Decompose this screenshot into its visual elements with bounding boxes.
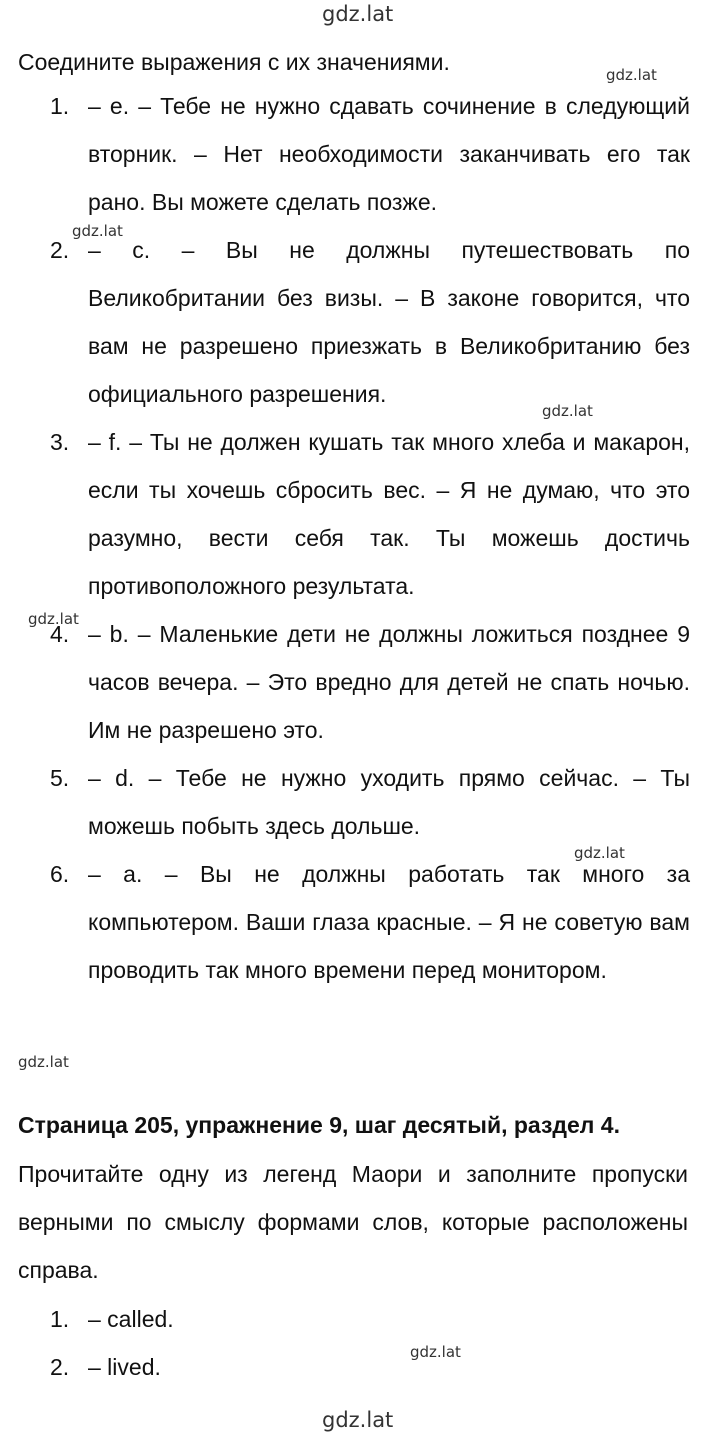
list-item <box>50 1343 174 1391</box>
watermark: gdz.lat <box>606 66 657 84</box>
item-text: – lived. <box>88 1354 161 1380</box>
item-text: – called. <box>88 1306 174 1332</box>
section-heading: Страница 205, упражнение 9, шаг десятый, раздел 4. <box>18 1112 620 1138</box>
watermark: gdz.lat <box>574 844 625 862</box>
watermark: gdz.lat <box>28 610 79 628</box>
item-text: – b. – Маленькие дети не должны ложиться позднее 9 часов вечера. – Это вредно для детей не спать ночью. Им не разрешено это. <box>88 621 690 743</box>
item-text: – d. – Тебе не нужно уходить прямо сейчас. – Ты можешь побыть здесь дольше. <box>88 765 690 839</box>
list-item <box>50 754 690 850</box>
task-text: Прочитайте одну из легенд Маори и заполните пропуски верными по смыслу формами слов, которые расположены справа. <box>18 1161 688 1283</box>
item-number: 1. <box>50 93 70 119</box>
item-number: 4. <box>50 621 70 647</box>
watermark: gdz.lat <box>410 1343 461 1361</box>
list-item <box>50 418 690 610</box>
item-number: 1. <box>50 1306 70 1332</box>
answer-list <box>50 1295 174 1391</box>
item-text: – c. – Вы не должны путешествовать по Великобритании без визы. – В законе говорится, что вам не разрешено приезжать в Великобританию без официального разрешения. <box>88 237 690 407</box>
watermark: gdz.lat <box>322 2 394 26</box>
item-text: – a. – Вы не должны работать так много за компьютером. Ваши глаза красные. – Я не советую вам проводить так много времени перед монитором. <box>88 861 690 983</box>
item-number: 2. <box>50 237 70 263</box>
list-item <box>50 610 690 754</box>
list-item <box>50 850 690 994</box>
list-item <box>50 82 690 226</box>
watermark: gdz.lat <box>322 1408 394 1432</box>
watermark: gdz.lat <box>18 1053 69 1071</box>
list-item <box>50 226 690 418</box>
item-text: – f. – Ты не должен кушать так много хлеба и макарон, если ты хочешь сбросить вес. – Я не думаю, что это разумно, вести себя так. Ты можешь достичь противоположного результата. <box>88 429 690 599</box>
watermark: gdz.lat <box>72 222 123 240</box>
item-number: 6. <box>50 861 70 887</box>
watermark: gdz.lat <box>542 402 593 420</box>
item-number: 2. <box>50 1354 70 1380</box>
answer-list <box>50 82 690 994</box>
item-number: 3. <box>50 429 70 455</box>
instruction-text: Соедините выражения с их значениями. <box>18 49 450 75</box>
item-number: 5. <box>50 765 70 791</box>
item-text: – e. – Тебе не нужно сдавать сочинение в следующий вторник. – Нет необходимости заканчивать его так рано. Вы можете сделать позже. <box>88 93 690 215</box>
list-item <box>50 1295 174 1343</box>
